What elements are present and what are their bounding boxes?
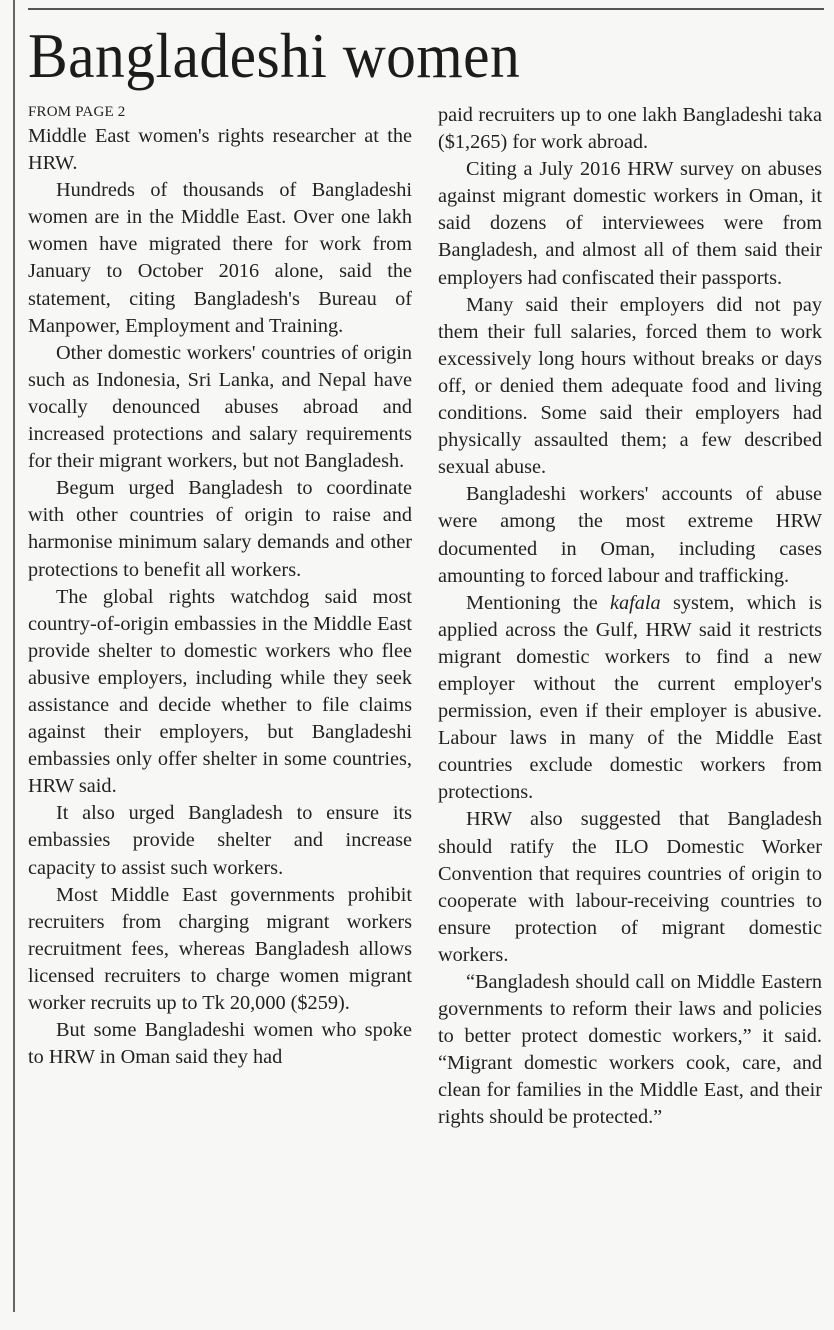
continuation-kicker: FROM PAGE 2 xyxy=(28,104,126,120)
paragraph: paid recruiters up to one lakh Bangladeshi taka ($1,265) for work abroad. xyxy=(438,104,822,154)
paragraph: Middle East women's rights researcher at the HRW. xyxy=(28,125,412,175)
paragraph-text: Mentioning the xyxy=(466,591,610,614)
paragraph: The global rights watchdog said most country-of-origin embassies in the Middle East provide shelter to domestic workers who flee abusive employers, including while they seek assistance and decide whether to file claims against their employers, but Bangladeshi embassies only offer shelter in some countries, HRW said. xyxy=(28,585,412,798)
italic-term: kafala xyxy=(609,591,661,614)
article-column-left xyxy=(28,101,412,1071)
paragraph: Bangladeshi workers' accounts of abuse were among the most extreme HRW documented in Oman, including cases amounting to forced labour and trafficking. xyxy=(438,483,822,587)
headline: Bangladeshi women xyxy=(28,20,521,91)
paragraph: “Bangladesh should call on Middle Eastern governments to reform their laws and policies to better protect domestic workers,” it said. “Migrant domestic workers cook, care, and clean for families in the Middle East, and their rights should be protected.” xyxy=(438,971,822,1129)
header-rule xyxy=(28,8,824,10)
column-rule-left xyxy=(13,0,15,1312)
paragraph: Most Middle East governments prohibit recruiters from charging migrant workers recruitment fees, whereas Bangladesh allows licensed recruiters to charge women migrant worker recruits up to Tk 20,000 ($259). xyxy=(28,883,412,1014)
paragraph: Hundreds of thousands of Bangladeshi women are in the Middle East. Over one lakh women have migrated there for work from January to October 2016 alone, said the statement, citing Bangladesh's Bureau of Manpower, Employment and Training. xyxy=(28,179,412,337)
paragraph: It also urged Bangladesh to ensure its embassies provide shelter and increase capacity to assist such workers. xyxy=(28,802,412,879)
paragraph xyxy=(438,590,822,807)
paragraph: Other domestic workers' countries of origin such as Indonesia, Sri Lanka, and Nepal have vocally denounced abuses abroad and increased protections and salary requirements for their migrant workers, but not Bangladesh. xyxy=(28,341,412,473)
article-column-right xyxy=(438,102,822,1132)
paragraph: But some Bangladeshi women who spoke to HRW in Oman said they had xyxy=(28,1019,412,1069)
paragraph: Citing a July 2016 HRW survey on abuses against migrant domestic workers in Oman, it said dozens of interviewees were from Bangladesh, and almost all of them said their employers had confiscated their passports. xyxy=(438,158,822,289)
paragraph: Begum urged Bangladesh to coordinate with other countries of origin to raise and harmonise minimum salary demands and other protections to benefit all workers. xyxy=(28,477,412,581)
paragraph: HRW also suggested that Bangladesh should ratify the ILO Domestic Worker Convention that requires countries of origin to cooperate with labour-receiving countries to ensure protection of migrant domestic workers. xyxy=(438,808,822,966)
paragraph: Many said their employers did not pay them their full salaries, forced them to work excessively long hours without breaks or days off, or denied them adequate food and living conditions. Some said their employers had physically assaulted them; a few described sexual abuse. xyxy=(438,293,822,479)
paragraph-text: system, which is applied across the Gulf, HRW said it restricts migrant domestic workers to find a new employer without the current employer's permission, even if their employer is abusive. Labour laws in many of the Middle East countries exclude domestic workers from protections. xyxy=(438,591,822,804)
